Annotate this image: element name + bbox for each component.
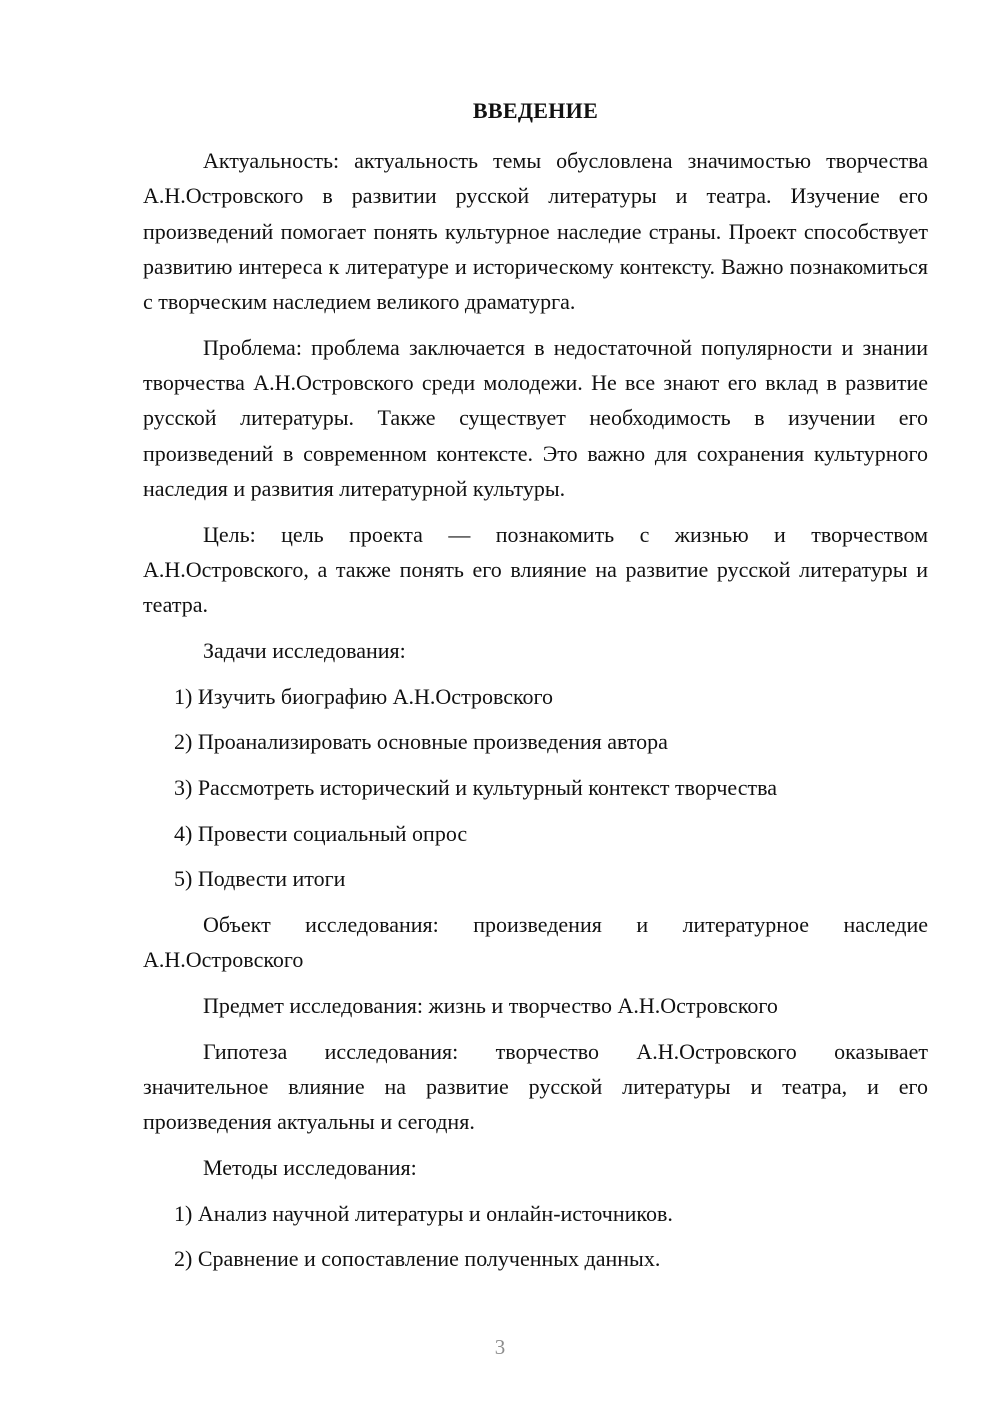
task-item-4: 4) Провести социальный опрос — [174, 820, 468, 846]
method-item-2: 2) Сравнение и сопоставление полученных данных. — [174, 1246, 661, 1272]
task-item-5: 5) Подвести итоги — [174, 866, 346, 892]
problem-paragraph: Проблема: проблема заключается в недостаточной популярности и знании творчества А.Н.Островского среди молодежи. Не все знают его вклад в развитие русской литературы. Также существует необходимость в изучении его произведений в современном контексте. Это важно для сохранения культурного наследия и развития литературной культуры. — [143, 334, 928, 502]
method-item-1: 1) Анализ научной литературы и онлайн-источников. — [174, 1200, 673, 1226]
hypothesis-paragraph: Гипотеза исследования: творчество А.Н.Островского оказывает значительное влияние на развитие русской литературы и театра, и его произведения актуальны и сегодня. — [143, 1038, 928, 1135]
task-item-3: 3) Рассмотреть исторический и культурный контекст творчества — [174, 775, 777, 801]
task-item-1: 1) Изучить биографию А.Н.Островского — [174, 683, 554, 709]
subject-paragraph: Предмет исследования: жизнь и творчество А.Н.Островского — [203, 993, 778, 1019]
section-heading: ВВЕДЕНИЕ — [472, 98, 599, 123]
goal-paragraph: Цель: цель проекта — познакомить с жизнью и творчеством А.Н.Островского, а также понять его влияние на развитие русской литературы и театра. — [143, 521, 928, 618]
relevance-paragraph: Актуальность: актуальность темы обусловлена значимостью творчества А.Н.Островского в развитии русской литературы и театра. Изучение его произведений помогает понять культурное наследие страны. Проект способствует развитию интереса к литературе и историческому контексту. Важно познакомиться с творческим наследием великого драматурга. — [143, 148, 928, 315]
document-body — [143, 143, 928, 1287]
methods-heading: Методы исследования: — [203, 1155, 417, 1181]
tasks-heading: Задачи исследования: — [203, 638, 406, 664]
page-number: 3 — [494, 1335, 506, 1359]
object-paragraph: Объект исследования: произведения и литературное наследие А.Н.Островского — [143, 912, 928, 973]
task-item-2: 2) Проанализировать основные произведения автора — [174, 729, 668, 755]
